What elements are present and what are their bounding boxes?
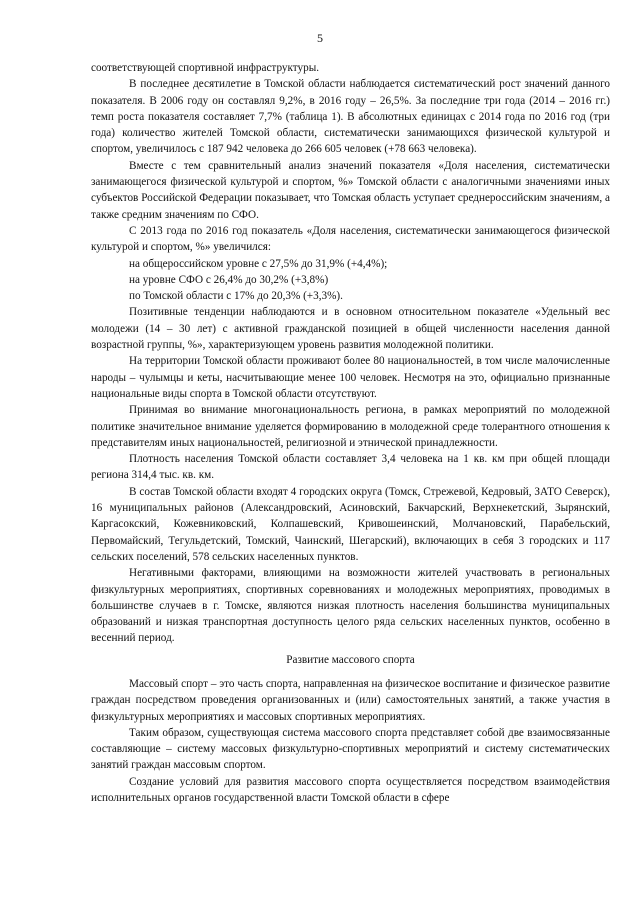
list-item: по Томской области с 17% до 20,3% (+3,3%).	[129, 290, 343, 303]
paragraph: Создание условий для развития массового спорта осуществляется посредством взаимодействия исполнительных органов государственной власти Томской области в сфере	[91, 775, 610, 805]
page-body	[91, 60, 610, 806]
paragraph: Негативными факторами, влияющими на возможности жителей участвовать в региональных физкультурных мероприятиях, спортивных соревнованиях и молодежных мероприятиях, проводимых в большинстве случаев в г. Томске, являются низкая плотность населения большинства муниципальных образований и низкая транспортная доступность целого ряда сельских населенных пунктов, особенно в весенний период.	[91, 567, 610, 645]
section-heading: Развитие массового спорта	[286, 653, 415, 666]
paragraph: Позитивные тенденции наблюдаются и в основном относительном показателе «Удельный вес молодежи (14 – 30 лет) с активной гражданской позицией в общей численности населения данной возрастной группы, %», характеризующем уровень развития молодежной политики.	[91, 306, 610, 352]
list-item: на общероссийском уровне с 27,5% до 31,9% (+4,4%);	[129, 257, 388, 270]
paragraph: Вместе с тем сравнительный анализ значений показателя «Доля населения, систематически занимающегося физической культурой и спортом, %» Томской области с аналогичными значениями иных субъектов Российской Федерации показывает, что Томская область уступает среднероссийским значениям, а также средним значениям по СФО.	[91, 159, 610, 221]
paragraph-continuation: соответствующей спортивной инфраструктуры.	[91, 62, 320, 74]
paragraph: Принимая во внимание многонациональность региона, в рамках мероприятий по молодежной политике значительное внимание уделяется формированию в молодежной среде толерантного отношения к представителям иных национальностей, религиозной и этнической принадлежности.	[91, 404, 610, 449]
paragraph: На территории Томской области проживают более 80 национальностей, в том числе малочисленные народы – чулымцы и кеты, насчитывающие менее 100 человек. Несмотря на это, официально признанные национальные виды спорта в Томской области отсутствуют.	[91, 355, 610, 400]
paragraph: Массовый спорт – это часть спорта, направленная на физическое воспитание и физическое развитие граждан посредством проведения организованных и (или) самостоятельных занятий, а также участия в физкультурных мероприятиях и массовых спортивных мероприятиях.	[91, 677, 610, 723]
paragraph: Плотность населения Томской области составляет 3,4 человека на 1 кв. км при общей площади региона 314,4 тыс. кв. км.	[91, 453, 610, 482]
paragraph: Таким образом, существующая система массового спорта представляет собой две взаимосвязанные составляющие – систему массовых физкультурно-спортивных мероприятий и систему систематических занятий граждан массовым спортом.	[91, 726, 610, 772]
paragraph: В состав Томской области входят 4 городских округа (Томск, Стрежевой, Кедровый, ЗАТО Северск), 16 муниципальных районов (Александровский, Асиновский, Бакчарский, Верхнекетский, Зырянский, Каргасокский, Кожевниковский, Колпашевский, Кривошеинский, Молчановский, Парабельский, Первомайский, Тегульдетский, Томский, Чаинский, Шегарский), включающих в себя 3 городских и 117 сельских поселений, 578 сельских населенных пунктов.	[91, 485, 610, 563]
paragraph: С 2013 года по 2016 год показатель «Доля населения, систематически занимающегося физической культурой и спортом, %» увеличился:	[91, 224, 610, 254]
page-number: 5	[317, 31, 323, 45]
list-item: на уровне СФО с 26,4% до 30,2% (+3,8%)	[129, 273, 329, 286]
paragraph: В последнее десятилетие в Томской области наблюдается систематический рост значений данного показателя. В 2006 году он составлял 9,2%, в 2016 году – 26,5%. За последние три года (2014 – 2016 гг.) темп роста показателя составляет 7,7% (таблица 1). В абсолютных единицах с 2014 года по 2016 год (три года) количество жителей Томской области, систематически занимающихся физической культурой и спортом, увеличилось с 187 942 человека до 266 605 человек (+78 663 человека).	[91, 78, 610, 156]
